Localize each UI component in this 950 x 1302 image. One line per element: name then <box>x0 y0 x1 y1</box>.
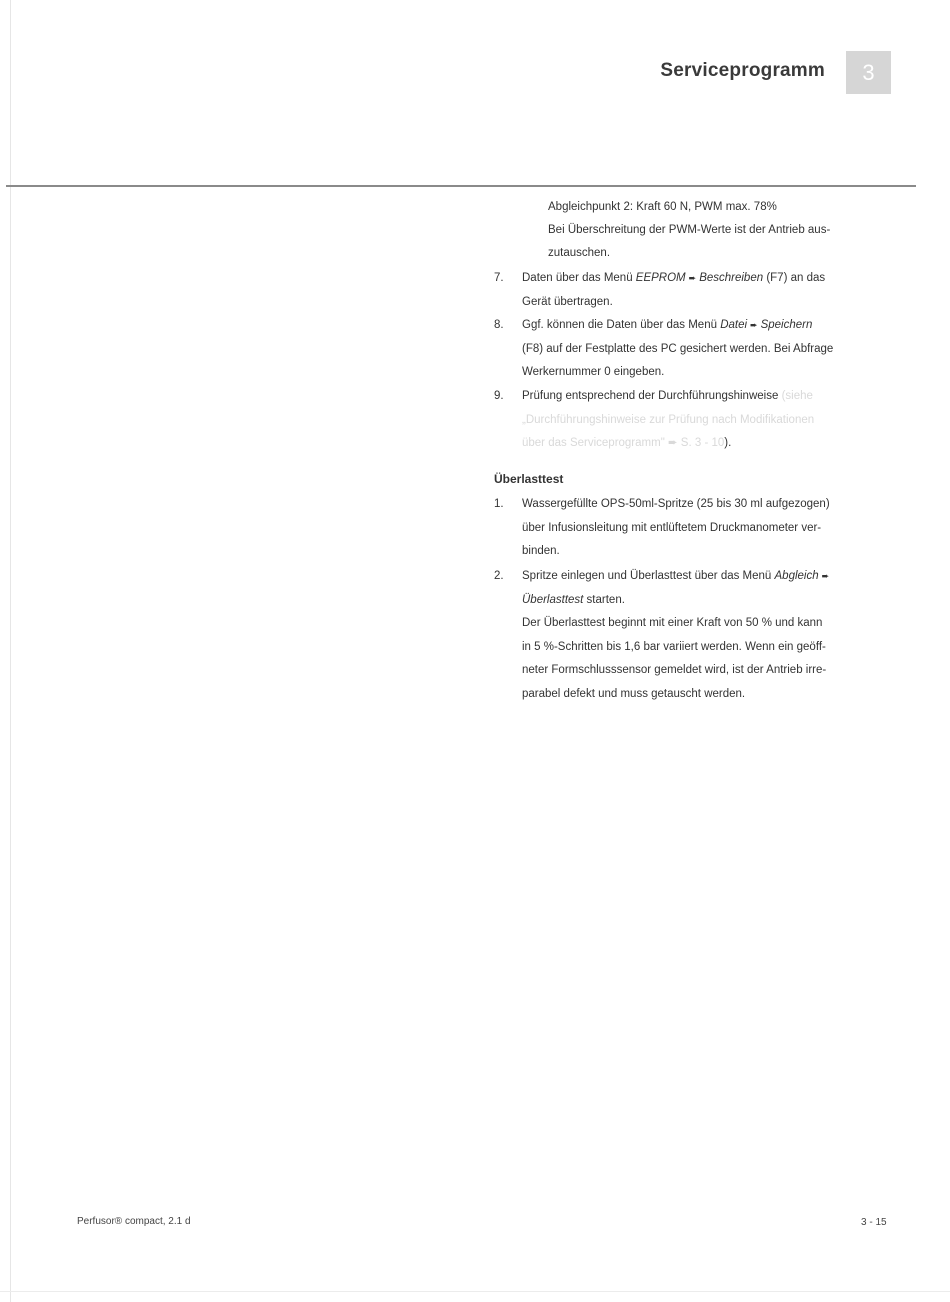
overload-step-1-line-3: binden. <box>522 545 560 557</box>
overload-step-1-line-1: Wassergefüllte OPS-50ml-Spritze (25 bis 30 ml aufgezogen) <box>522 498 830 510</box>
step-9-line-2: „Durchführungshinweise zur Prüfung nach Modifikationen <box>522 413 815 426</box>
step-text: Ggf. können die Daten über das Menü <box>522 319 721 331</box>
menu-name: Abgleich <box>774 570 819 582</box>
overload-step-2-line-1 <box>522 565 892 589</box>
intro-line-2: Bei Überschreitung der PWM-Werte ist der Antrieb aus- <box>548 224 831 236</box>
header-divider <box>6 185 916 187</box>
overload-step-1-line-2: über Infusionsleitung mit entlüftetem Druckmanometer ver- <box>522 521 822 534</box>
page-title: Serviceprogramm <box>660 60 825 81</box>
step-text: Daten über das Menü <box>522 272 636 284</box>
chapter-number-badge: 3 <box>846 51 891 94</box>
faded-reference: über das Serviceprogramm" ➨ S. 3 - 10 <box>522 437 725 449</box>
step-7-line-2: Gerät übertragen. <box>522 295 613 308</box>
overload-step-2-line-5: neter Formschlusssensor gemeldet wird, ist der Antrieb irre- <box>522 664 827 676</box>
arrow-right-icon: ➨ <box>688 273 697 283</box>
step-9-line-1 <box>522 385 892 409</box>
step-8-line-2: (F8) auf der Festplatte des PC gesichert werden. Bei Abfrage <box>522 342 834 355</box>
step-number: 1. <box>494 498 504 510</box>
section-heading: Überlasttest <box>494 472 564 486</box>
step-text: Prüfung entsprechend der Durchführungshinweise <box>522 390 782 402</box>
overload-step-2-line-3: Der Überlasttest beginnt mit einer Kraft von 50 % und kann <box>522 617 823 629</box>
overload-step-2-line-4: in 5 %-Schritten bis 1,6 bar variiert werden. Wenn ein geöff- <box>522 640 826 653</box>
faded-reference: (siehe <box>781 390 813 402</box>
intro-line-1: Abgleichpunkt 2: Kraft 60 N, PWM max. 78% <box>548 201 777 213</box>
footer-page-number: 3 - 15 <box>861 1217 887 1228</box>
footer-product: Perfusor® compact, 2.1 d <box>77 1216 191 1227</box>
menu-name: EEPROM <box>635 272 686 284</box>
intro-line-3: zutauschen. <box>548 247 611 259</box>
menu-name: Datei <box>720 319 748 331</box>
step-number: 9. <box>494 390 504 402</box>
step-number: 7. <box>494 272 504 284</box>
submenu-name: Beschreiben <box>699 272 764 284</box>
submenu-name: Überlasttest <box>522 593 584 606</box>
step-8-line-3: Werkernummer 0 eingeben. <box>522 366 665 378</box>
submenu-name: Speichern <box>760 319 813 331</box>
page-binding-edge <box>0 0 11 1302</box>
step-number: 8. <box>494 319 504 331</box>
step-7-line-1 <box>522 267 892 291</box>
step-9-line-3 <box>522 432 892 456</box>
step-7-text <box>522 267 892 314</box>
step-text: Spritze einlegen und Überlasttest über das Menü <box>522 570 775 582</box>
page-bottom-edge <box>0 1291 950 1302</box>
step-9-text <box>522 385 892 456</box>
overload-step-2-line-6: parabel defekt und muss getauscht werden. <box>522 687 746 700</box>
arrow-right-icon: ➨ <box>750 320 758 330</box>
overload-step-1-text <box>522 493 892 564</box>
step-8-text <box>522 314 892 385</box>
step-text: ). <box>724 437 732 449</box>
step-text: (F7) an das <box>763 272 826 284</box>
overload-step-2-line-2 <box>522 589 892 613</box>
overload-step-2-text <box>522 565 892 706</box>
step-8-line-1 <box>522 314 892 338</box>
step-text: starten. <box>583 593 625 606</box>
arrow-right-icon: ➨ <box>821 571 830 581</box>
step-number: 2. <box>494 570 504 582</box>
